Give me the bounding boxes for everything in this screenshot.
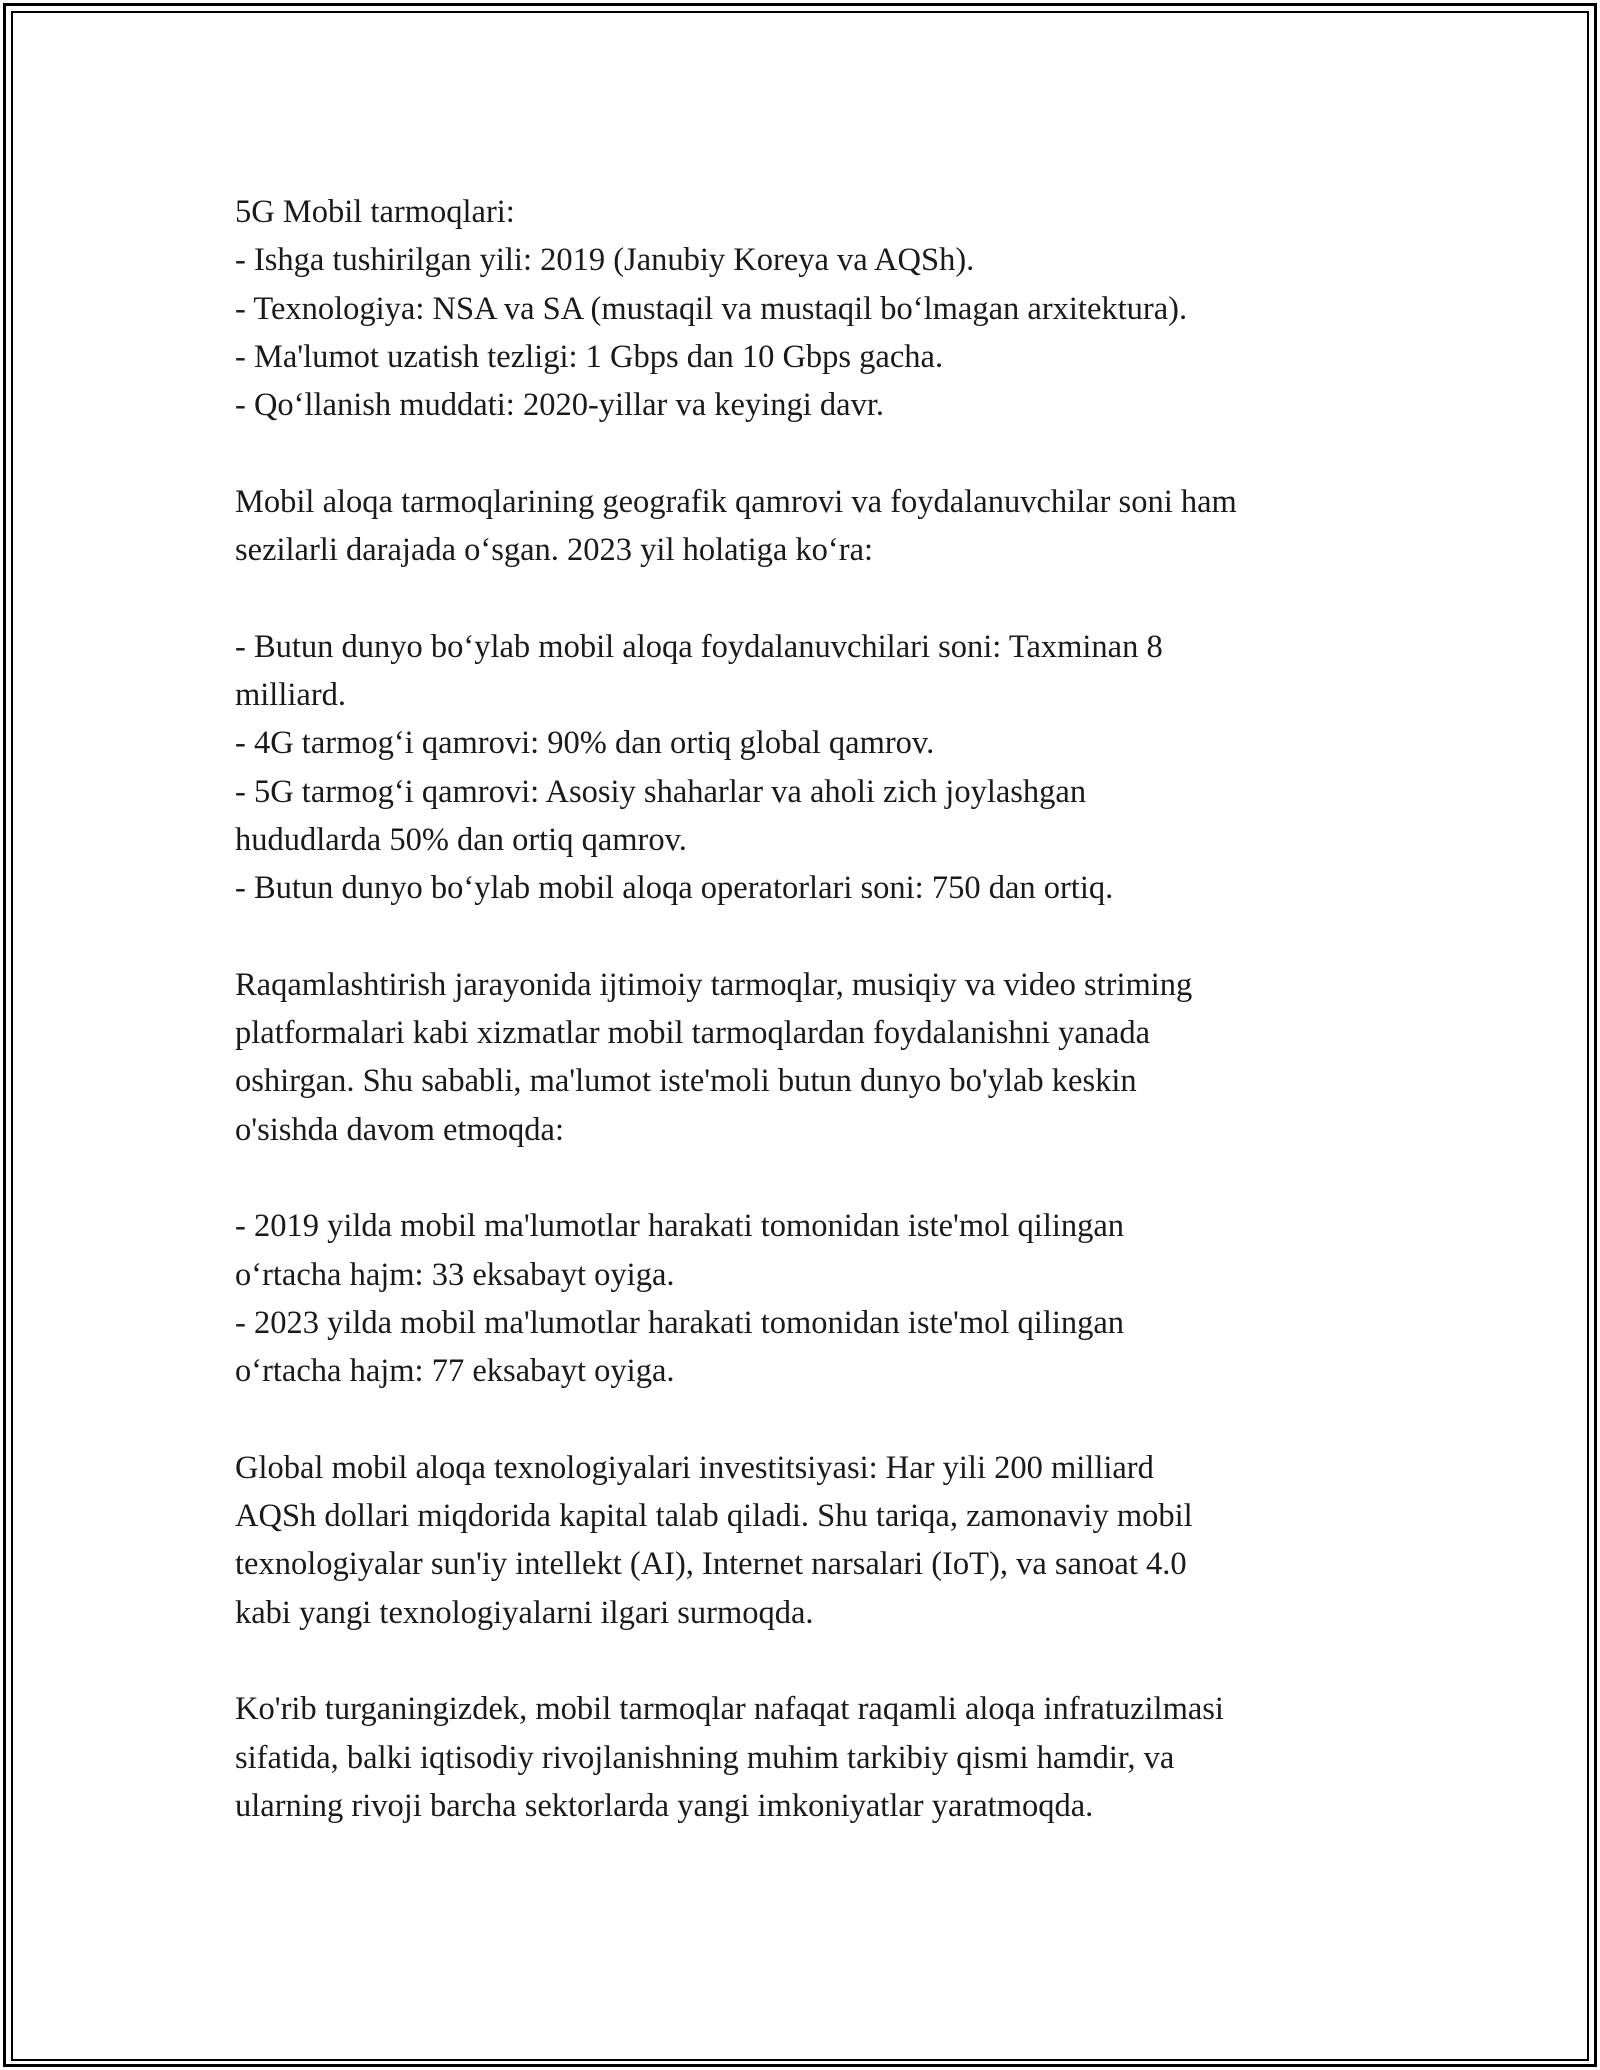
paragraph-line: sezilarli darajada o‘sgan. 2023 yil holatiga ko‘ra: <box>235 532 874 569</box>
paragraph-line: sifatida, balki iqtisodiy rivojlanishning muhim tarkibiy qismi hamdir, va <box>235 1739 1175 1776</box>
list-item: - 4G tarmog‘i qamrovi: 90% dan ortiq global qamrov. <box>235 725 935 762</box>
section-heading: 5G Mobil tarmoqlari: <box>235 194 515 230</box>
paragraph-line: Ko'rib turganingizdek, mobil tarmoqlar nafaqat raqamli aloqa infratuzilmasi <box>235 1691 1224 1728</box>
paragraph-line: kabi yangi texnologiyalarni ilgari surmoqda. <box>235 1594 814 1631</box>
paragraph-line: AQSh dollari miqdorida kapital talab qiladi. Shu tariqa, zamonaviy mobil <box>235 1498 1193 1535</box>
list-item-continuation: o‘rtacha hajm: 77 eksabayt oyiga. <box>235 1353 675 1390</box>
list-item: - Texnologiya: NSA va SA (mustaqil va mustaqil bo‘lmagan arxitektura). <box>235 290 1188 327</box>
list-item: - Qo‘llanish muddati: 2020-yillar va keyingi davr. <box>235 387 884 424</box>
paragraph-digitalization <box>235 961 1385 1154</box>
list-item: - Ma'lumot uzatish tezligi: 1 Gbps dan 10 Gbps gacha. <box>235 338 944 375</box>
paragraph-line: texnologiyalar sun'iy intellekt (AI), Internet narsalari (IoT), va sanoat 4.0 <box>235 1546 1187 1583</box>
list-item: - 2019 yilda mobil ma'lumotlar harakati tomonidan iste'mol qilingan <box>235 1208 1125 1245</box>
list-item-continuation: hududlarda 50% dan ortiq qamrov. <box>235 821 687 858</box>
paragraph-gap <box>235 1395 1385 1443</box>
list-item: - 5G tarmog‘i qamrovi: Asosiy shaharlar va aholi zich joylashgan <box>235 773 1087 810</box>
paragraph-gap <box>235 1637 1385 1685</box>
paragraph-line: ularning rivoji barcha sektorlarda yangi imkoniyatlar yaratmoqda. <box>235 1787 1094 1824</box>
paragraph-line: Raqamlashtirish jarayonida ijtimoiy tarmoqlar, musiqiy va video striming <box>235 966 1193 1003</box>
list-item-continuation: o‘rtacha hajm: 33 eksabayt oyiga. <box>235 1256 675 1293</box>
paragraph-gap <box>235 574 1385 622</box>
paragraph-coverage-intro <box>235 478 1385 575</box>
paragraph-conclusion <box>235 1685 1385 1830</box>
document-body <box>235 188 1385 1830</box>
section-5g-overview <box>235 188 1385 429</box>
paragraph-line: Global mobil aloqa texnologiyalari investitsiyasi: Har yili 200 milliard <box>235 1449 1154 1486</box>
paragraph-gap <box>235 912 1385 960</box>
list-item-continuation: milliard. <box>235 676 347 713</box>
paragraph-gap <box>235 429 1385 477</box>
paragraph-investment <box>235 1444 1385 1637</box>
list-item: - Ishga tushirilgan yili: 2019 (Janubiy Koreya va AQSh). <box>235 242 975 279</box>
list-coverage-stats <box>235 623 1385 913</box>
list-item: - Butun dunyo bo‘ylab mobil aloqa foydalanuvchilari soni: Taxminan 8 <box>235 628 1163 665</box>
list-item: - 2023 yilda mobil ma'lumotlar harakati tomonidan iste'mol qilingan <box>235 1304 1125 1341</box>
list-data-consumption <box>235 1202 1385 1395</box>
paragraph-line: Mobil aloqa tarmoqlarining geografik qamrovi va foydalanuvchilar soni ham <box>235 483 1237 520</box>
paragraph-line: oshirgan. Shu sababli, ma'lumot iste'moli butun dunyo bo'ylab keskin <box>235 1063 1137 1100</box>
list-item: - Butun dunyo bo‘ylab mobil aloqa operatorlari soni: 750 dan ortiq. <box>235 870 1114 907</box>
paragraph-gap <box>235 1154 1385 1202</box>
paragraph-line: platformalari kabi xizmatlar mobil tarmoqlardan foydalanishni yanada <box>235 1015 1151 1052</box>
paragraph-line: o'sishda davom etmoqda: <box>235 1111 564 1148</box>
